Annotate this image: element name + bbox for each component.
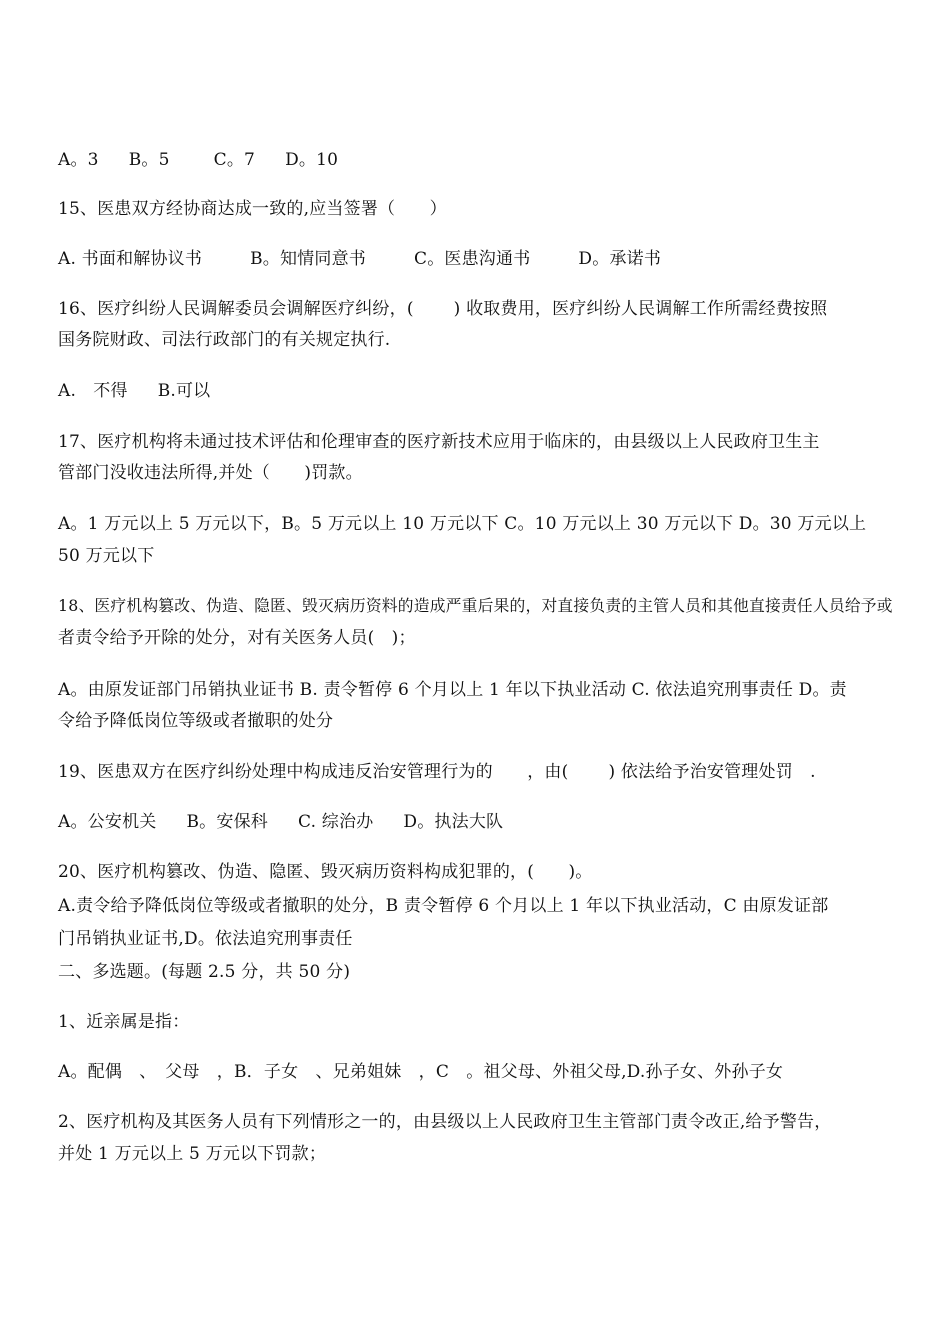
q20-options-line1: A.责令给予降低岗位等级或者撤职的处分，B 责令暂停 6 个月以上 1 年以下执业活动，C 由原发证部 [58, 896, 829, 916]
q18-options-line1: A。由原发证部门吊销执业证书 B. 责令暂停 6 个月以上 1 年以下执业活动 C. 依法追究刑事责任 D。责 [58, 680, 847, 700]
q18-options-line2: 令给予降低岗位等级或者撤职的处分 [58, 711, 334, 731]
m2-stem-line1: 2、医疗机构及其医务人员有下列情形之一的，由县级以上人民政府卫生主管部门责令改正,给予警告， [58, 1112, 832, 1132]
q14-option-c: C。7 [213, 150, 256, 170]
q14-option-d: D。10 [285, 150, 339, 170]
q19-option-d: D。执法大队 [403, 812, 504, 832]
q19-option-a: A。公安机关 [58, 812, 157, 832]
q14-option-a: A。3 [58, 150, 99, 170]
q15-option-b: B。知情同意书 [250, 249, 366, 269]
q16-stem-line1: 16、医疗纠纷人民调解委员会调解医疗纠纷，( ) 收取费用，医疗纠纷人民调解工作所需经费按照 [58, 299, 828, 319]
q19-option-b: B。安保科 [186, 812, 268, 832]
q15-option-a: A. 书面和解协议书 [58, 249, 203, 269]
q19-stem: 19、医患双方在医疗纠纷处理中构成违反治安管理行为的 ，由( ) 依法给予治安管理处罚 . [58, 762, 816, 782]
m1-options: A。配偶 、 父母 ，B．子女 、兄弟姐妹 ，C 。祖父母、外祖父母,D.孙子女、外孙子女 [58, 1062, 784, 1082]
m2-stem-line2: 并处 1 万元以上 5 万元以下罚款； [58, 1144, 327, 1164]
q17-stem-line2: 管部门没收违法所得,并处（ )罚款。 [58, 463, 363, 483]
q14-options [58, 150, 338, 170]
q17-options-line1: A。1 万元以上 5 万元以下，B。5 万元以上 10 万元以下 C。10 万元以上 30 万元以下 D。30 万元以上 [58, 514, 867, 534]
q20-stem: 20、医疗机构篡改、伪造、隐匿、毁灭病历资料构成犯罪的，( )。 [58, 862, 593, 882]
q18-stem-line2: 者责令给予开除的处分，对有关医务人员( )； [58, 628, 416, 648]
q19-option-c: C. 综治办 [297, 812, 374, 832]
q15-stem: 15、医患双方经协商达成一致的,应当签署（ ） [58, 199, 447, 219]
q18-stem-line1: 18、医疗机构篡改、伪造、隐匿、毁灭病历资料的造成严重后果的，对直接负责的主管人员和其他直接责任人员给予或 [58, 596, 893, 615]
q16-options [58, 381, 210, 401]
q15-option-d: D。承诺书 [578, 249, 662, 269]
q14-option-b: B。5 [128, 150, 170, 170]
section2-title: 二、多选题。(每题 2.5 分，共 50 分) [58, 962, 351, 982]
q20-options-line2: 门吊销执业证书,D。依法追究刑事责任 [58, 929, 353, 949]
m1-stem: 1、近亲属是指： [58, 1012, 190, 1032]
q16-option-a: A. 不得 [58, 381, 128, 401]
q16-option-b: B.可以 [157, 381, 211, 401]
q15-option-c: C。医患沟通书 [414, 249, 531, 269]
q17-stem-line1: 17、医疗机构将未通过技术评估和伦理审查的医疗新技术应用于临床的，由县级以上人民政府卫生主 [58, 432, 820, 452]
q17-options-line2: 50 万元以下 [58, 546, 155, 566]
q16-stem-line2: 国务院财政、司法行政部门的有关规定执行. [58, 330, 391, 350]
q15-options [58, 249, 661, 269]
q19-options [58, 812, 503, 832]
